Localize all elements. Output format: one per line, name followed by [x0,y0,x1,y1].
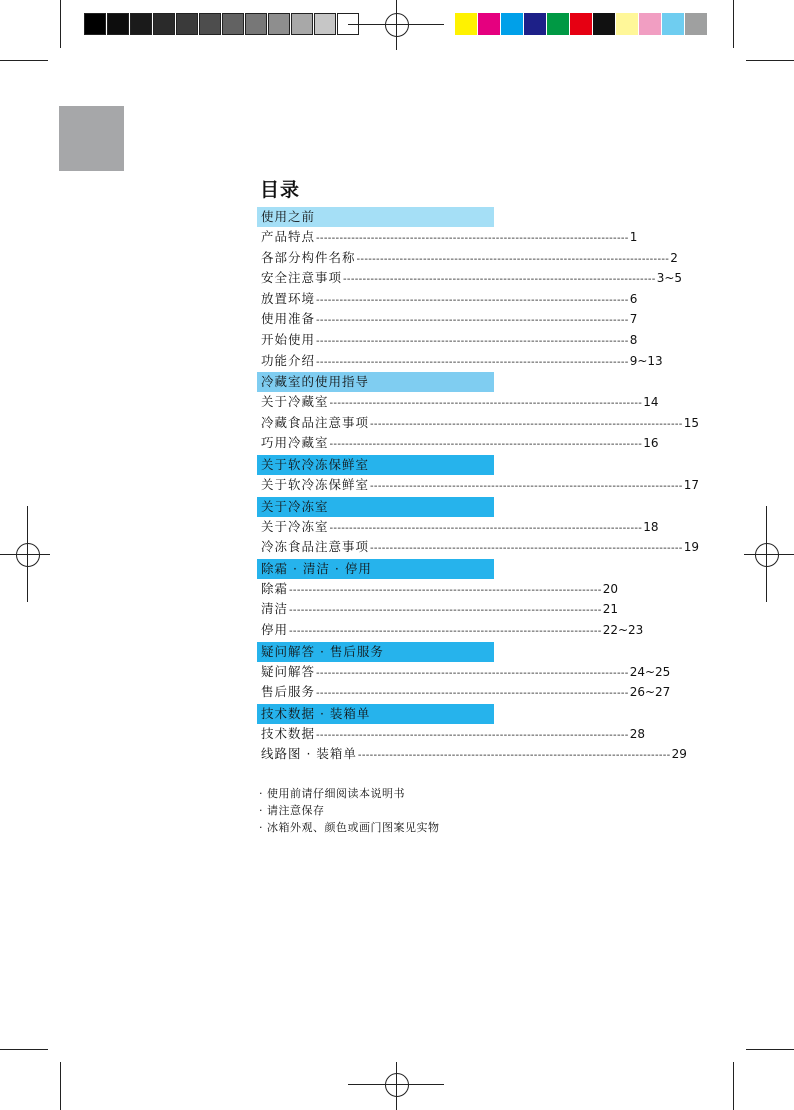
calibration-swatch [245,13,267,35]
toc-entry[interactable] [257,413,699,434]
toc-page-number: 19 [683,540,699,555]
calibration-swatch [501,13,523,35]
toc-page-number: 1 [629,230,638,244]
toc-page-number: 14 [643,395,659,410]
toc-entry-title: 产品特点 [261,229,316,244]
toc-entry-title: 开始使用 [261,331,316,347]
crop-mark [746,1049,794,1050]
toc-entry[interactable] [257,309,638,330]
toc-entry[interactable] [257,620,644,641]
registration-circle-icon [755,543,779,567]
toc-leader-dots: -------------------------------------------------------------------------------- [329,439,643,451]
toc-page-number: 8 [629,332,638,347]
toc-page-number: 24~25 [629,664,671,679]
toc-entry-title: 放置环境 [261,290,316,306]
toc-entry[interactable] [257,351,663,372]
toc-leader-dots: -------------------------------------------------------------------------------- [357,750,671,762]
registration-circle-icon [385,1073,409,1097]
toc-entry[interactable] [257,475,699,496]
calibration-swatch [639,13,661,35]
crop-mark [746,60,794,61]
calibration-swatch [455,13,477,35]
toc-section-heading: 关于软冷冻保鲜室 [257,455,494,475]
page-title: 目录 [260,179,301,201]
toc-entry-title: 使用准备 [261,311,316,327]
toc-leader-dots: -------------------------------------------------------------------------------- [370,480,683,492]
crop-mark [60,0,61,48]
calibration-swatch [222,13,244,35]
toc-entry-title: 售后服务 [261,684,316,700]
toc-entry[interactable] [257,289,638,310]
crop-mark [0,60,48,61]
toc-section-heading: 冷藏室的使用指导 [257,372,494,392]
toc-entry[interactable] [257,330,638,351]
toc-page-number: 22~23 [602,622,644,637]
note-item: · 冰箱外观、颜色或画门图案见实物 [259,821,440,834]
calibration-swatch [107,13,129,35]
toc-page-number: 7 [629,312,638,327]
note-item: · 使用前请仔细阅读本说明书 [259,787,405,800]
calibration-swatch [524,13,546,35]
toc-leader-dots: -------------------------------------------------------------------------------- [316,335,629,347]
toc-entry-title: 疑问解答 [261,663,316,679]
toc-entry-title: 关于冷藏室 [261,394,329,410]
toc-leader-dots: -------------------------------------------------------------------------------- [316,294,629,306]
toc-entry-title: 巧用冷藏室 [261,435,329,451]
toc-entry[interactable] [257,248,678,269]
toc-page-number: 26~27 [629,685,671,700]
toc-leader-dots: -------------------------------------------------------------------------------- [356,253,670,265]
calibration-swatch [593,13,615,35]
calibration-swatch [570,13,592,35]
toc-entry[interactable] [257,433,659,454]
toc-entry-title: 功能介绍 [261,352,316,368]
toc-page-number: 17 [683,477,699,492]
toc-leader-dots: -------------------------------------------------------------------------------- [370,418,683,430]
calibration-swatch [314,13,336,35]
toc-page-number: 2 [670,250,678,265]
table-of-contents [257,206,699,765]
toc-section-heading: 技术数据 · 装箱单 [257,704,494,724]
toc-section-heading: 关于冷冻室 [257,497,494,517]
toc-entry-title: 停用 [261,621,289,637]
toc-leader-dots: -------------------------------------------------------------------------------- [316,233,629,244]
toc-entry-title: 清洁 [261,601,289,617]
toc-page-number: 16 [643,436,659,451]
crop-mark [733,1062,734,1110]
toc-page-number: 6 [629,291,638,306]
notes-list [259,785,440,836]
toc-entry[interactable] [257,392,659,413]
toc-entry[interactable] [257,662,671,683]
toc-page-number: 15 [683,415,699,430]
toc-section-heading: 除霜 · 清洁 · 停用 [257,559,494,579]
toc-leader-dots: -------------------------------------------------------------------------------- [316,667,629,679]
note-item: · 请注意保存 [259,804,325,817]
toc-entry[interactable] [257,579,618,600]
toc-entry-title: 除霜 [261,580,289,596]
toc-leader-dots: -------------------------------------------------------------------------------- [343,274,656,286]
calibration-swatch [153,13,175,35]
toc-page-number: 9~13 [629,353,663,368]
toc-entry-title: 各部分构件名称 [261,249,356,265]
toc-page-number: 29 [671,747,687,762]
toc-page-number: 20 [602,581,618,596]
toc-leader-dots: -------------------------------------------------------------------------------- [329,398,643,410]
toc-entry-title: 关于软冷冻保鲜室 [261,476,370,492]
calibration-swatch [478,13,500,35]
toc-entry-title: 冷藏食品注意事项 [261,414,370,430]
toc-page-number: 28 [629,726,645,741]
toc-leader-dots: -------------------------------------------------------------------------------- [289,584,602,596]
toc-leader-dots: -------------------------------------------------------------------------------- [370,543,683,555]
calibration-swatch [130,13,152,35]
toc-page-number: 18 [643,519,659,534]
page-tab-marker [59,106,124,171]
toc-leader-dots: -------------------------------------------------------------------------------- [316,356,629,368]
calibration-swatch [268,13,290,35]
toc-leader-dots: -------------------------------------------------------------------------------- [316,729,629,741]
calibration-swatch [199,13,221,35]
calibration-swatch [662,13,684,35]
toc-entry[interactable] [257,268,683,289]
toc-section-heading: 使用之前 [257,207,494,227]
toc-entry[interactable] [257,744,687,765]
toc-entry-title: 冷冻食品注意事项 [261,539,370,555]
toc-entry[interactable] [257,724,645,745]
toc-leader-dots: -------------------------------------------------------------------------------- [316,315,629,327]
calibration-swatch [176,13,198,35]
toc-page-number: 21 [602,602,618,617]
toc-entry[interactable] [257,599,618,620]
toc-entry[interactable] [257,537,699,558]
crop-mark [60,1062,61,1110]
toc-leader-dots: -------------------------------------------------------------------------------- [289,625,602,637]
toc-leader-dots: -------------------------------------------------------------------------------- [289,605,602,617]
toc-section-heading: 疑问解答 · 售后服务 [257,642,494,662]
toc-entry-title: 安全注意事项 [261,270,343,286]
registration-circle-icon [16,543,40,567]
calibration-swatch [84,13,106,35]
calibration-swatch [616,13,638,35]
toc-entry[interactable] [257,227,638,248]
toc-entry[interactable] [257,682,671,703]
crop-mark [0,1049,48,1050]
toc-leader-dots: -------------------------------------------------------------------------------- [316,688,629,700]
calibration-swatch [685,13,707,35]
toc-page-number: 3~5 [656,271,683,286]
registration-circle-icon [385,13,409,37]
crop-mark [733,0,734,48]
toc-leader-dots: -------------------------------------------------------------------------------- [329,522,643,534]
toc-entry[interactable] [257,517,659,538]
toc-entry-title: 线路图 · 装箱单 [261,746,357,762]
calibration-swatch [291,13,313,35]
calibration-swatch [547,13,569,35]
toc-entry-title: 关于冷冻室 [261,518,329,534]
toc-entry-title: 技术数据 [261,725,316,741]
